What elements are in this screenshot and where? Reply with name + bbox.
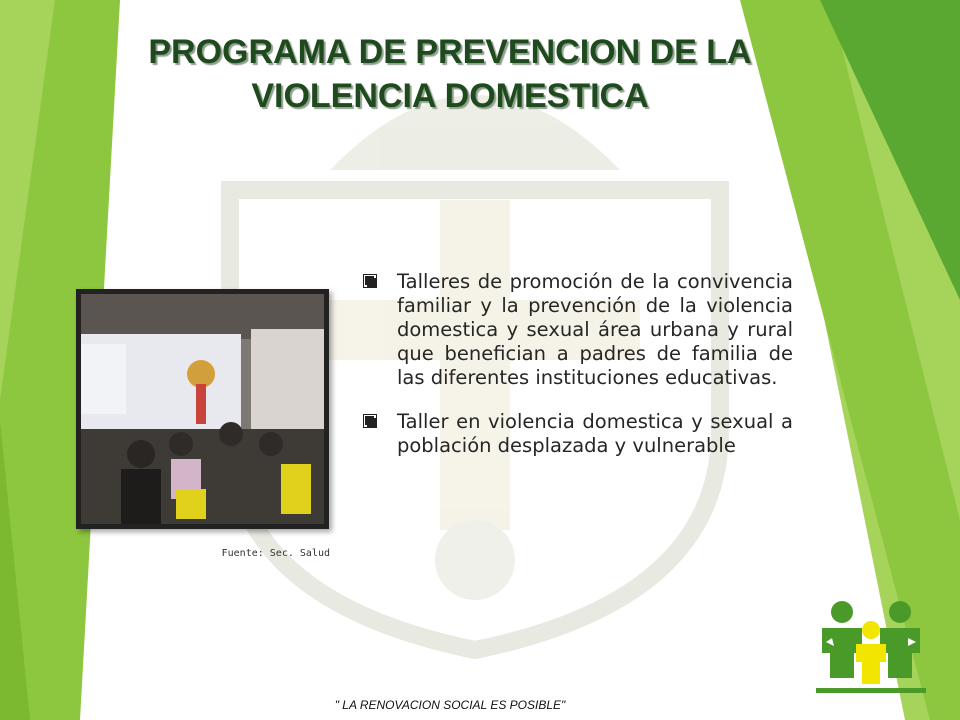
slide-title [100,30,800,118]
title-line-1: PROGRAMA DE PREVENCION DE LA [148,33,752,71]
bullet-text: Taller en violencia domestica y sexual a población desplazada y vulnerable [397,410,793,457]
bullet-list [363,270,793,478]
square-bullet-icon [363,274,377,288]
title-line-2: VIOLENCIA DOMESTICA [251,77,649,115]
slide-footer: " LA RENOVACION SOCIAL ES POSIBLE" [334,698,566,712]
family-logo-icon [812,598,930,698]
bullet-item [363,410,793,458]
workshop-photo [76,289,329,529]
photo-source-caption: Fuente: Sec. Salud [221,548,330,559]
bullet-text: Talleres de promoción de la convivencia familiar y la prevención de la violencia domestica y sexual área urbana y rural que benefician a padres de familia de las diferentes instituciones educativas. [397,270,793,389]
bullet-item [363,270,793,390]
square-bullet-icon [363,414,377,428]
